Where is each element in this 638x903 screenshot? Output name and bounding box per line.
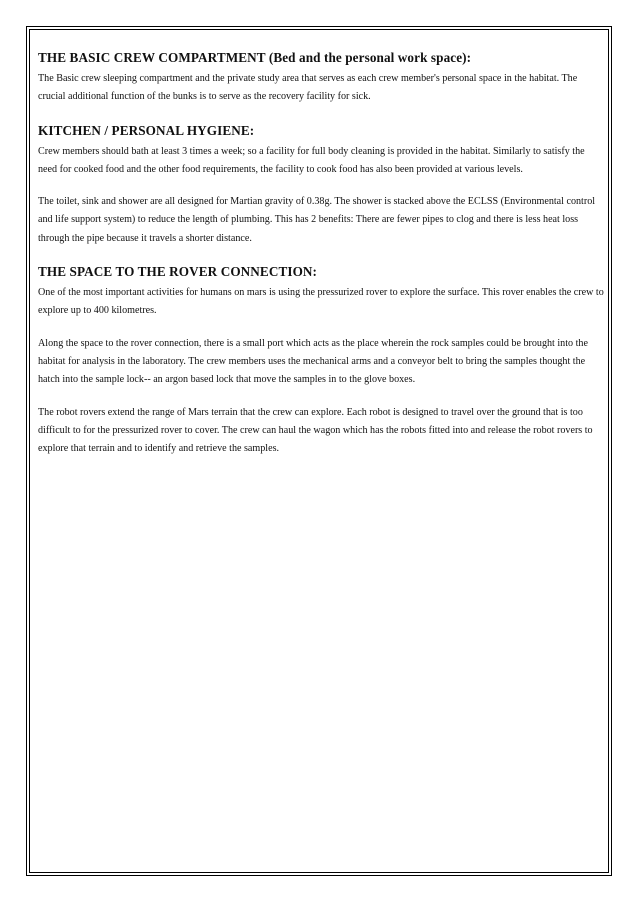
section-heading-rover-connection: THE SPACE TO THE ROVER CONNECTION:: [38, 264, 318, 280]
paragraph-rover-2: Along the space to the rover connection, there is a small port which acts as the place wherein the rock samples could be brought into the habitat for analysis in the laboratory. The crew members uses the mechanical arms and a conveyor belt to bring the samples thought the hatch into the sample lock-- an argon based lock that move the samples in to the glove boxes.: [38, 337, 588, 386]
document-body: [38, 50, 604, 458]
paragraph-crew-compartment: The Basic crew sleeping compartment and the private study area that serves as each crew member's personal space in the habitat. The crucial additional function of the bunks is to serve as the recovery facility for sick.: [38, 73, 578, 103]
paragraph-kitchen-2: The toilet, sink and shower are all designed for Martian gravity of 0.38g. The shower is stacked above the ECLSS (Environmental control and life support system) to reduce the length of plumbing. This has 2 benefits: There are fewer pipes to clog and there is less heat loss through the pipe because it travels a shorter distance.: [38, 196, 596, 244]
section-heading-crew-compartment: THE BASIC CREW COMPARTMENT (Bed and the personal work space):: [38, 50, 472, 65]
paragraph-rover-1: One of the most important activities for humans on mars is using the pressurized rover to explore the surface. This rover enables the crew to explore up to 400 kilometres.: [38, 287, 604, 317]
paragraph-rover-3: The robot rovers extend the range of Mars terrain that the crew can explore. Each robot is designed to travel over the ground that is too difficult to for the pressurized rover to cover. The crew can haul the wagon which has the robots fitted into and release the robot rovers to explore that terrain and to identify and retrieve the samples.: [38, 406, 593, 455]
paragraph-kitchen-1: Crew members should bath at least 3 times a week; so a facility for full body cleaning is provided in the habitat. Similarly to satisfy the need for cooked food and the other food requirements, the facility to cook food has also been provided at various levels.: [38, 145, 585, 175]
section-heading-kitchen-hygiene: KITCHEN / PERSONAL HYGIENE:: [38, 122, 255, 138]
